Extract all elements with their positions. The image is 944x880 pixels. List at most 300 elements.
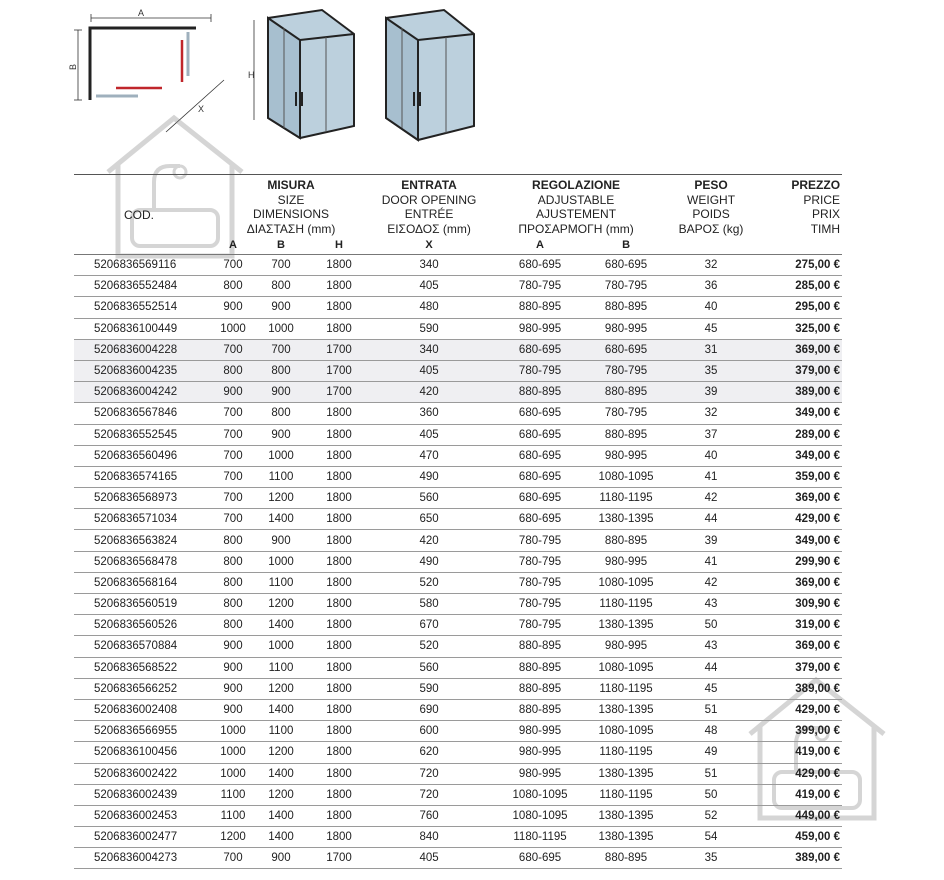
cell-x: 340 (419, 259, 439, 272)
cell-b: 1200 (268, 788, 294, 801)
cell-price: 419,00 € (795, 746, 841, 759)
cell-b: 1100 (268, 470, 294, 483)
cell-h: 1800 (326, 407, 352, 420)
cell-h: 1800 (326, 640, 352, 653)
cell-h: 1800 (326, 746, 352, 759)
peso-title: PESO (694, 178, 728, 192)
regolazione-line: AJUSTEMENT (536, 207, 617, 221)
cell-reg-b: 880-895 (604, 428, 648, 441)
regolazione-line: ADJUSTABLE (537, 192, 615, 207)
cell-a: 1000 (220, 767, 246, 780)
cell-h: 1800 (326, 788, 352, 801)
dim-h-label: H (248, 70, 255, 80)
peso-line: WEIGHT (687, 192, 736, 207)
cell-x: 590 (419, 322, 439, 335)
cell-x: 670 (419, 619, 439, 632)
cell-code: 5206836004242 (94, 386, 178, 399)
cell-x: 650 (419, 513, 439, 526)
cell-b: 800 (271, 365, 291, 378)
prezzo-title: PREZZO (791, 178, 841, 192)
cell-code: 5206836004228 (94, 343, 178, 356)
cell-weight: 35 (704, 852, 718, 865)
cell-reg-b: 1380-1395 (598, 767, 654, 780)
cell-a: 800 (223, 280, 243, 293)
cell-h: 1800 (326, 725, 352, 738)
cell-code: 5206836002439 (94, 788, 178, 801)
col-header-regolazione (490, 175, 662, 237)
cell-weight: 36 (704, 280, 718, 293)
sub-header-a: A (229, 239, 237, 251)
cell-a: 1200 (220, 831, 246, 844)
entrata-line: ΕΙΣΟΔΟΣ (mm) (387, 221, 471, 236)
table-row (74, 530, 842, 551)
cell-price: 379,00 € (795, 365, 841, 378)
cell-x: 620 (419, 746, 439, 759)
cell-b: 1400 (268, 809, 294, 822)
peso-line: ΒΑΡΟΣ (kg) (678, 221, 744, 236)
table-row (74, 784, 842, 805)
cell-x: 840 (419, 831, 439, 844)
cell-x: 600 (419, 725, 439, 738)
cell-weight: 45 (704, 682, 718, 695)
dim-x-label: X (198, 104, 205, 114)
cell-a: 700 (223, 407, 243, 420)
cell-b: 1200 (268, 682, 294, 695)
cell-b: 800 (271, 407, 291, 420)
cell-price: 399,00 € (795, 725, 841, 738)
cell-reg-a: 1080-1095 (512, 809, 568, 822)
cell-reg-b: 1380-1395 (598, 619, 654, 632)
cell-price: 449,00 € (795, 809, 841, 822)
cell-h: 1800 (326, 767, 352, 780)
cell-x: 405 (419, 852, 439, 865)
table-row (74, 657, 842, 678)
cell-b: 1400 (268, 767, 294, 780)
cod-label: COD. (124, 207, 154, 222)
cell-h: 1700 (326, 343, 352, 356)
cell-code: 5206836002453 (94, 809, 178, 822)
table-row (74, 509, 842, 530)
cell-reg-b: 980-995 (604, 555, 648, 568)
cell-h: 1800 (326, 492, 352, 505)
cell-weight: 50 (704, 619, 718, 632)
cell-a: 1000 (220, 322, 246, 335)
cell-reg-a: 780-795 (518, 619, 562, 632)
col-header-prezzo (760, 175, 842, 237)
cell-weight: 41 (704, 555, 718, 568)
cell-reg-b: 680-695 (604, 343, 648, 356)
cell-price: 429,00 € (795, 513, 841, 526)
cell-weight: 39 (704, 534, 718, 547)
cell-price: 389,00 € (795, 386, 841, 399)
table-row (74, 827, 842, 848)
peso-line: POIDS (692, 207, 730, 221)
shower-3d-view-left (244, 0, 364, 150)
cell-reg-a: 680-695 (518, 852, 562, 865)
cell-x: 480 (419, 301, 439, 314)
cell-price: 319,00 € (795, 619, 841, 632)
cell-b: 700 (271, 259, 291, 272)
cell-a: 800 (223, 534, 243, 547)
cell-weight: 50 (704, 788, 718, 801)
sub-header-empty (760, 236, 842, 255)
cell-reg-a: 680-695 (518, 343, 562, 356)
cell-b: 1100 (268, 725, 294, 738)
table-body (74, 255, 842, 869)
cell-b: 800 (271, 280, 291, 293)
cell-b: 900 (271, 301, 291, 314)
cell-reg-b: 1380-1395 (598, 809, 654, 822)
cell-reg-b: 1380-1395 (598, 831, 654, 844)
cell-code: 5206836552545 (94, 428, 178, 441)
table-row (74, 805, 842, 826)
cell-code: 5206836569116 (94, 259, 177, 272)
cell-x: 340 (419, 343, 439, 356)
sub-header-reg-b: B (622, 239, 631, 251)
cell-reg-b: 1080-1095 (598, 661, 654, 674)
cell-code: 5206836552484 (94, 280, 178, 293)
cell-code: 5206836002422 (94, 767, 178, 780)
cell-price: 349,00 € (795, 534, 841, 547)
cell-reg-b: 1380-1395 (598, 513, 654, 526)
cell-price: 275,00 € (795, 259, 841, 272)
cell-weight: 49 (704, 746, 718, 759)
cell-code: 5206836100449 (94, 322, 178, 335)
table-row (74, 721, 842, 742)
cell-x: 405 (419, 365, 439, 378)
col-header-cod (74, 175, 214, 237)
cell-b: 1000 (268, 449, 294, 462)
cell-reg-b: 880-895 (604, 852, 648, 865)
cell-price: 369,00 € (795, 492, 841, 505)
misura-line: ΔΙΑΣΤΑΣΗ (mm) (246, 221, 336, 236)
table-row (74, 594, 842, 615)
cell-price: 389,00 € (795, 682, 841, 695)
cell-a: 1000 (220, 746, 246, 759)
cell-price: 419,00 € (795, 788, 841, 801)
cell-reg-a: 680-695 (518, 513, 562, 526)
cell-code: 5206836560526 (94, 619, 178, 632)
cell-a: 900 (223, 661, 243, 674)
cell-x: 560 (419, 492, 439, 505)
cell-reg-b: 1180-1195 (599, 788, 653, 801)
col-header-misura (214, 175, 368, 237)
cell-reg-b: 880-895 (604, 386, 648, 399)
cell-reg-b: 1180-1195 (599, 682, 653, 695)
cell-h: 1700 (326, 365, 352, 378)
cell-reg-a: 980-995 (518, 322, 562, 335)
cell-h: 1700 (326, 386, 352, 399)
cell-h: 1800 (326, 661, 352, 674)
cell-price: 309,90 € (795, 598, 841, 611)
cell-weight: 54 (704, 831, 718, 844)
cell-weight: 31 (704, 343, 718, 356)
cell-reg-a: 880-895 (518, 301, 562, 314)
cell-reg-a: 980-995 (518, 746, 562, 759)
cell-b: 900 (271, 852, 291, 865)
cell-a: 1100 (220, 809, 246, 822)
cell-h: 1700 (326, 852, 352, 865)
cell-h: 1800 (326, 259, 352, 272)
cell-reg-b: 680-695 (604, 259, 648, 272)
cell-a: 900 (223, 301, 243, 314)
cell-x: 760 (419, 809, 439, 822)
cell-a: 700 (223, 513, 243, 526)
cell-reg-a: 1180-1195 (513, 831, 567, 844)
cell-b: 1400 (268, 704, 294, 717)
cell-x: 490 (419, 555, 439, 568)
cell-weight: 40 (704, 449, 718, 462)
cell-x: 490 (419, 470, 439, 483)
cell-code: 5206836560519 (94, 598, 178, 611)
table-row (74, 678, 842, 699)
cell-a: 900 (223, 682, 243, 695)
cell-reg-a: 880-895 (518, 704, 562, 717)
cell-reg-b: 880-895 (604, 534, 648, 547)
cell-code: 5206836568478 (94, 555, 178, 568)
entrata-line: ENTRÉE (404, 207, 454, 221)
cell-a: 700 (223, 343, 243, 356)
cell-reg-a: 980-995 (518, 725, 562, 738)
cell-a: 800 (223, 598, 243, 611)
cell-a: 1100 (220, 788, 246, 801)
cell-weight: 40 (704, 301, 718, 314)
cell-reg-b: 1180-1195 (599, 598, 653, 611)
cell-h: 1800 (326, 576, 352, 589)
cell-code: 5206836100456 (94, 746, 178, 759)
cell-h: 1800 (326, 301, 352, 314)
cell-weight: 42 (704, 576, 718, 589)
cell-x: 360 (419, 407, 439, 420)
cell-x: 470 (419, 449, 439, 462)
cell-weight: 39 (704, 386, 718, 399)
cell-code: 5206836002477 (94, 831, 178, 844)
cell-weight: 43 (704, 640, 718, 653)
table-row (74, 699, 842, 720)
table-row (74, 848, 842, 869)
cell-h: 1800 (326, 831, 352, 844)
sub-header-empty (662, 236, 760, 255)
table-row (74, 360, 842, 381)
cell-code: 5206836570884 (94, 640, 178, 653)
prezzo-line: ΤΙΜΗ (810, 221, 841, 236)
cell-code: 5206836002408 (94, 704, 178, 717)
cell-price: 295,00 € (795, 301, 841, 314)
cell-reg-b: 880-895 (604, 301, 648, 314)
cell-a: 1000 (220, 725, 246, 738)
cell-a: 700 (223, 492, 243, 505)
misura-title: MISURA (267, 178, 315, 192)
cell-weight: 44 (704, 661, 718, 674)
cell-h: 1800 (326, 513, 352, 526)
cell-b: 1200 (268, 492, 294, 505)
cell-a: 800 (223, 619, 243, 632)
table-row (74, 636, 842, 657)
cell-x: 520 (419, 640, 439, 653)
dim-a-label: A (138, 8, 145, 18)
table-row (74, 615, 842, 636)
cell-price: 285,00 € (795, 280, 841, 293)
entrata-title: ENTRATA (401, 178, 457, 192)
cell-reg-a: 680-695 (518, 428, 562, 441)
table-row (74, 276, 842, 297)
cell-price: 359,00 € (795, 470, 841, 483)
cell-b: 700 (271, 343, 291, 356)
cell-weight: 35 (704, 365, 718, 378)
cell-b: 1000 (268, 640, 294, 653)
price-table (74, 174, 842, 869)
cell-code: 5206836571034 (94, 513, 178, 526)
table-row (74, 255, 842, 276)
shower-3d-view-right (372, 0, 482, 150)
table-row (74, 445, 842, 466)
cell-code: 5206836552514 (94, 301, 178, 314)
cell-reg-b: 980-995 (604, 640, 648, 653)
cell-a: 900 (223, 704, 243, 717)
cell-reg-a: 880-895 (518, 640, 562, 653)
cell-x: 405 (419, 280, 439, 293)
cell-a: 800 (223, 365, 243, 378)
col-header-peso (662, 175, 760, 237)
cell-code: 5206836567846 (94, 407, 178, 420)
cell-b: 1200 (268, 598, 294, 611)
table-row (74, 339, 842, 360)
sub-header-h: H (335, 239, 343, 251)
cell-reg-a: 780-795 (518, 576, 562, 589)
table-row (74, 763, 842, 784)
cell-x: 420 (419, 386, 439, 399)
cell-price: 369,00 € (795, 343, 841, 356)
cell-code: 5206836004273 (94, 852, 178, 865)
cell-reg-a: 680-695 (518, 492, 562, 505)
cell-weight: 41 (704, 470, 718, 483)
cell-reg-a: 680-695 (518, 407, 562, 420)
cell-code: 5206836568522 (94, 661, 178, 674)
cell-h: 1800 (326, 428, 352, 441)
cell-x: 720 (419, 788, 439, 801)
cell-x: 420 (419, 534, 439, 547)
cell-reg-b: 1080-1095 (598, 576, 654, 589)
price-table-wrapper (74, 174, 842, 869)
cell-a: 800 (223, 576, 243, 589)
prezzo-line: PRICE (803, 192, 841, 207)
cell-a: 900 (223, 640, 243, 653)
cell-code: 5206836568164 (94, 576, 178, 589)
cell-h: 1800 (326, 555, 352, 568)
table-row (74, 551, 842, 572)
cell-b: 1400 (268, 831, 294, 844)
cell-weight: 43 (704, 598, 718, 611)
cell-price: 349,00 € (795, 449, 841, 462)
cell-a: 700 (223, 852, 243, 865)
cell-h: 1800 (326, 280, 352, 293)
cell-b: 900 (271, 428, 291, 441)
cell-a: 700 (223, 259, 243, 272)
cell-a: 800 (223, 555, 243, 568)
table-row (74, 466, 842, 487)
cell-reg-a: 680-695 (518, 470, 562, 483)
cell-code: 5206836560496 (94, 449, 178, 462)
regolazione-line: ΠΡΟΣΑΡΜΟΓΗ (mm) (518, 221, 634, 236)
cell-weight: 42 (704, 492, 718, 505)
cell-h: 1800 (326, 470, 352, 483)
cell-h: 1800 (326, 809, 352, 822)
cell-x: 720 (419, 767, 439, 780)
cell-weight: 52 (704, 809, 718, 822)
sub-header-reg-a: A (536, 239, 544, 251)
cell-b: 1200 (268, 746, 294, 759)
cell-h: 1800 (326, 682, 352, 695)
cell-weight: 48 (704, 725, 718, 738)
cell-x: 405 (419, 428, 439, 441)
cell-weight: 51 (704, 767, 718, 780)
cell-reg-b: 780-795 (604, 280, 648, 293)
cell-weight: 51 (704, 704, 718, 717)
cell-b: 1400 (268, 619, 294, 632)
misura-line: SIZE (277, 192, 305, 207)
cell-reg-b: 780-795 (604, 365, 648, 378)
cell-reg-b: 1180-1195 (599, 492, 653, 505)
cell-weight: 32 (704, 407, 718, 420)
cell-price: 459,00 € (795, 831, 841, 844)
cell-code: 5206836563824 (94, 534, 178, 547)
cell-reg-b: 980-995 (604, 449, 648, 462)
cell-a: 900 (223, 386, 243, 399)
prezzo-line: PRIX (812, 207, 841, 221)
cell-reg-b: 1180-1195 (599, 746, 653, 759)
cell-b: 1100 (268, 576, 294, 589)
table-row (74, 318, 842, 339)
cell-price: 369,00 € (795, 640, 841, 653)
cell-price: 289,00 € (795, 428, 841, 441)
cell-reg-a: 780-795 (518, 555, 562, 568)
cell-reg-a: 680-695 (518, 449, 562, 462)
cell-h: 1800 (326, 322, 352, 335)
cell-b: 1000 (268, 555, 294, 568)
cell-a: 700 (223, 449, 243, 462)
table-row (74, 297, 842, 318)
cell-price: 429,00 € (795, 704, 841, 717)
cell-price: 325,00 € (795, 322, 841, 335)
dim-b-label: B (68, 63, 78, 70)
cell-code: 5206836568973 (94, 492, 178, 505)
cell-code: 5206836004235 (94, 365, 178, 378)
cell-weight: 37 (704, 428, 718, 441)
cell-h: 1800 (326, 619, 352, 632)
cell-x: 690 (419, 704, 439, 717)
table-row (74, 572, 842, 593)
misura-line: DIMENSIONS (253, 207, 330, 221)
cell-reg-b: 1380-1395 (598, 704, 654, 717)
cell-reg-b: 980-995 (604, 322, 648, 335)
cell-h: 1800 (326, 704, 352, 717)
cell-b: 900 (271, 534, 291, 547)
cell-b: 1000 (268, 322, 294, 335)
cell-a: 700 (223, 428, 243, 441)
cell-weight: 32 (704, 259, 718, 272)
cell-reg-a: 880-895 (518, 386, 562, 399)
cell-reg-a: 780-795 (518, 280, 562, 293)
cell-x: 580 (419, 598, 439, 611)
table-row (74, 488, 842, 509)
cell-price: 379,00 € (795, 661, 841, 674)
cell-reg-a: 1080-1095 (512, 788, 568, 801)
cell-b: 900 (271, 386, 291, 399)
cell-reg-b: 1080-1095 (598, 470, 654, 483)
cell-reg-b: 1080-1095 (598, 725, 654, 738)
cell-reg-a: 880-895 (518, 682, 562, 695)
regolazione-title: REGOLAZIONE (532, 178, 621, 192)
